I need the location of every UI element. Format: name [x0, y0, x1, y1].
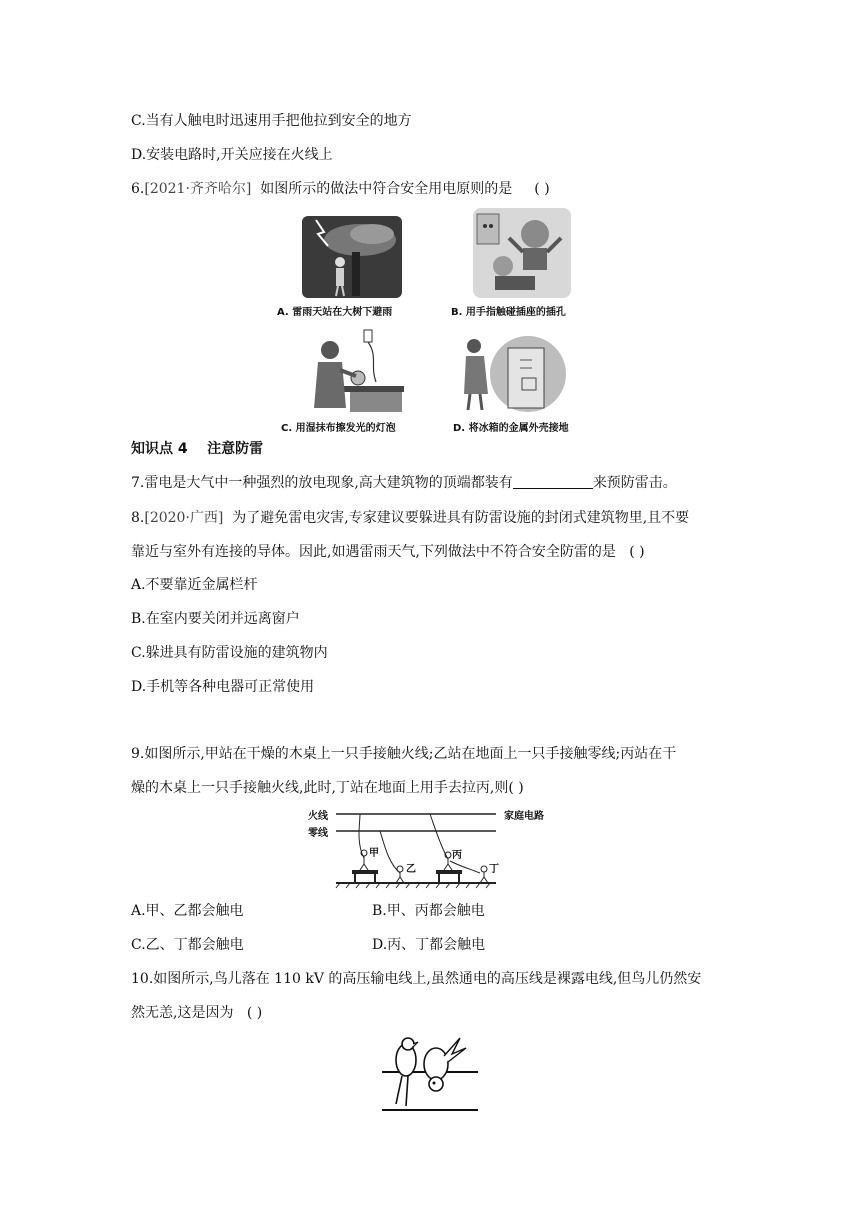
household-circuit-label: 家庭电路: [504, 811, 544, 822]
person-bing-label: 丙: [452, 850, 462, 861]
q6-text: 如图所示的做法中符合安全用电原则的是: [260, 181, 513, 197]
q10-stem-line1: 10.如图所示,鸟儿落在 110 kV 的高压输电线上,虽然通电的高压线是裸露电线,但鸟儿仍然安: [131, 971, 702, 987]
q8-text-line1: 为了避免雷电灾害,专家建议要躲进具有防雷设施的封闭式建筑物里,且不要: [232, 510, 690, 526]
q6-source: [2021·齐齐哈尔]: [144, 181, 252, 197]
q8-option-b: B.在室内要关闭并远离窗户: [131, 611, 300, 627]
q10-answer-paren: ( ): [246, 1005, 263, 1021]
q8-option-a: A.不要靠近金属栏杆: [131, 577, 258, 593]
q7-stem: [131, 474, 677, 492]
q6-caption-c: C. 用湿抹布擦发光的灯泡: [281, 423, 396, 434]
neutral-wire-label: 零线: [308, 828, 328, 839]
q6-answer-paren: ( ): [534, 181, 550, 197]
q10-stem-line2: [131, 1004, 262, 1022]
q6-image-d: [462, 334, 572, 414]
q5-option-d: D.安装电路时,开关应接在火线上: [131, 147, 333, 163]
q6-caption-b: B. 用手指触碰插座的插孔: [451, 307, 566, 318]
q6-image-c: [308, 326, 404, 414]
person-yi-label: 乙: [406, 864, 416, 875]
q9-option-b: B.甲、丙都会触电: [372, 903, 485, 919]
q9-option-c: C.乙、丁都会触电: [131, 937, 244, 953]
q8-number: 8.: [131, 510, 145, 526]
q6-number: 6.: [131, 181, 145, 197]
person-ding-label: 丁: [489, 864, 499, 875]
section-header: [131, 440, 263, 458]
q5-option-c: C.当有人触电时迅速用手把他拉到安全的地方: [131, 113, 412, 129]
q8-text-line2: 靠近与室外有连接的导体。因此,如遇雷雨天气,下列做法中不符合安全防雷的是: [131, 544, 616, 560]
q6-caption-d: D. 将冰箱的金属外壳接地: [453, 423, 569, 434]
q8-source: [2020·广西]: [144, 510, 224, 526]
q8-answer-paren: ( ): [629, 544, 645, 560]
q8-option-d: D.手机等各种电器可正常使用: [131, 679, 315, 695]
q9-stem-line2: 燥的木桌上一只手接触火线,此时,丁站在地面上用手去拉丙,则( ): [131, 780, 524, 796]
section-title: 注意防雷: [207, 441, 264, 457]
section-label: 知识点 4: [131, 441, 188, 457]
q10-text-line2: 然无恙,这是因为: [131, 1005, 234, 1021]
q7-text-post: 来预防雷击。: [592, 475, 677, 491]
q9-circuit-figure: [300, 803, 570, 889]
q7-answer-blank[interactable]: [513, 474, 593, 489]
q6-image-b: [473, 208, 571, 298]
person-jia-label: 甲: [369, 848, 379, 859]
q9-option-a: A.甲、乙都会触电: [131, 903, 244, 919]
q10-birds-figure: [378, 1034, 482, 1114]
q6-stem: [131, 180, 550, 198]
q8-stem-line1: [131, 509, 689, 527]
q9-option-d: D.丙、丁都会触电: [372, 937, 486, 953]
q9-stem-line1: 9.如图所示,甲站在干燥的木桌上一只手接触火线;乙站在地面上一只手接触零线;丙站在干: [131, 746, 677, 762]
live-wire-label: 火线: [308, 811, 328, 822]
q7-text-pre: 7.雷电是大气中一种强烈的放电现象,高大建筑物的顶端都装有: [131, 475, 513, 491]
q8-option-c: C.躲进具有防雷设施的建筑物内: [131, 645, 328, 661]
q6-caption-a: A. 雷雨天站在大树下避雨: [277, 307, 393, 318]
q6-image-a: [302, 216, 402, 298]
q8-stem-line2: [131, 543, 645, 561]
